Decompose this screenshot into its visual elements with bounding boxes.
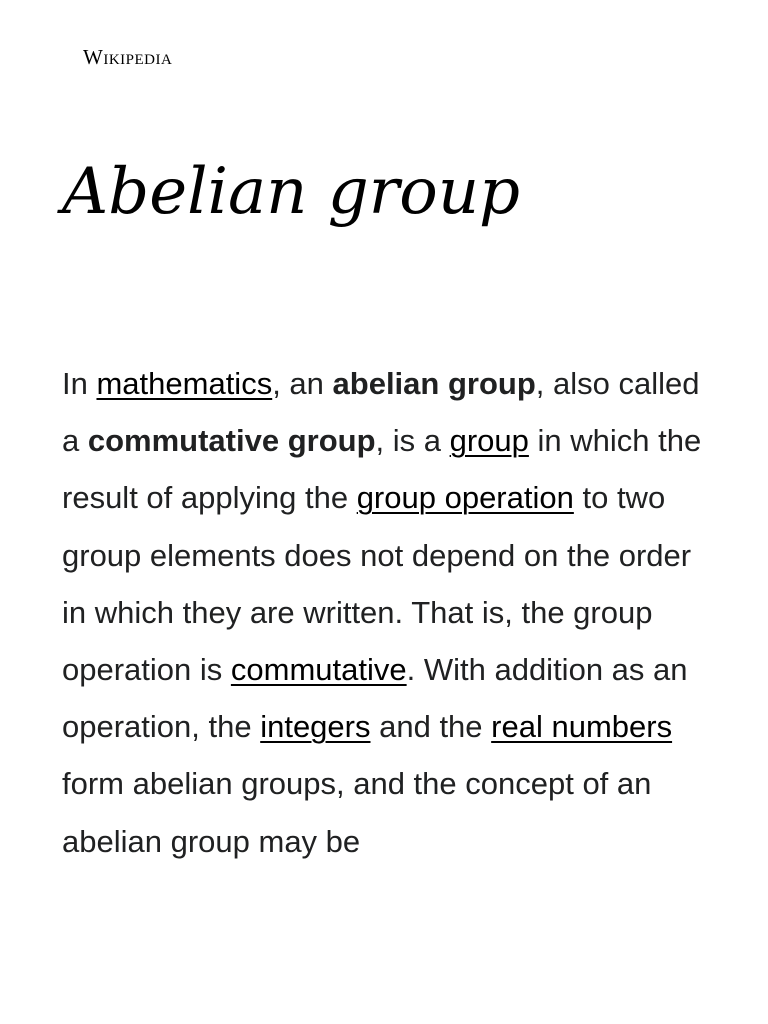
intro-text: In: [62, 366, 97, 401]
intro-text: and the: [370, 709, 492, 745]
intro-text: , an: [272, 366, 333, 401]
link-commutative[interactable]: commutative: [230, 652, 407, 688]
link-group-operation[interactable]: group operation: [356, 480, 574, 516]
link-mathematics[interactable]: mathematics: [96, 366, 273, 401]
bold-term-abelian-group: abelian group: [332, 366, 536, 401]
intro-text: to two group elements does not depend on the order in which they are written. That is, the group operation is: [62, 480, 692, 688]
article-intro-paragraph: [62, 355, 706, 870]
link-real-numbers[interactable]: real numbers: [491, 709, 673, 745]
intro-text: in which the result of applying the: [62, 423, 702, 516]
header: [83, 42, 172, 72]
page-title: Abelian group: [62, 155, 520, 229]
intro-text: , also called a: [62, 366, 700, 459]
intro-text: , is a: [375, 423, 450, 459]
link-group[interactable]: group: [449, 423, 529, 459]
intro-text: . With addition as an operation, the: [62, 652, 688, 745]
link-integers[interactable]: integers: [260, 709, 371, 745]
wikipedia-wordmark-logo[interactable]: Wikipedia: [83, 44, 173, 69]
intro-text: form abelian groups, and the concept of an abelian group may be: [62, 766, 652, 859]
bold-term-commutative-group: commutative group: [87, 423, 376, 459]
